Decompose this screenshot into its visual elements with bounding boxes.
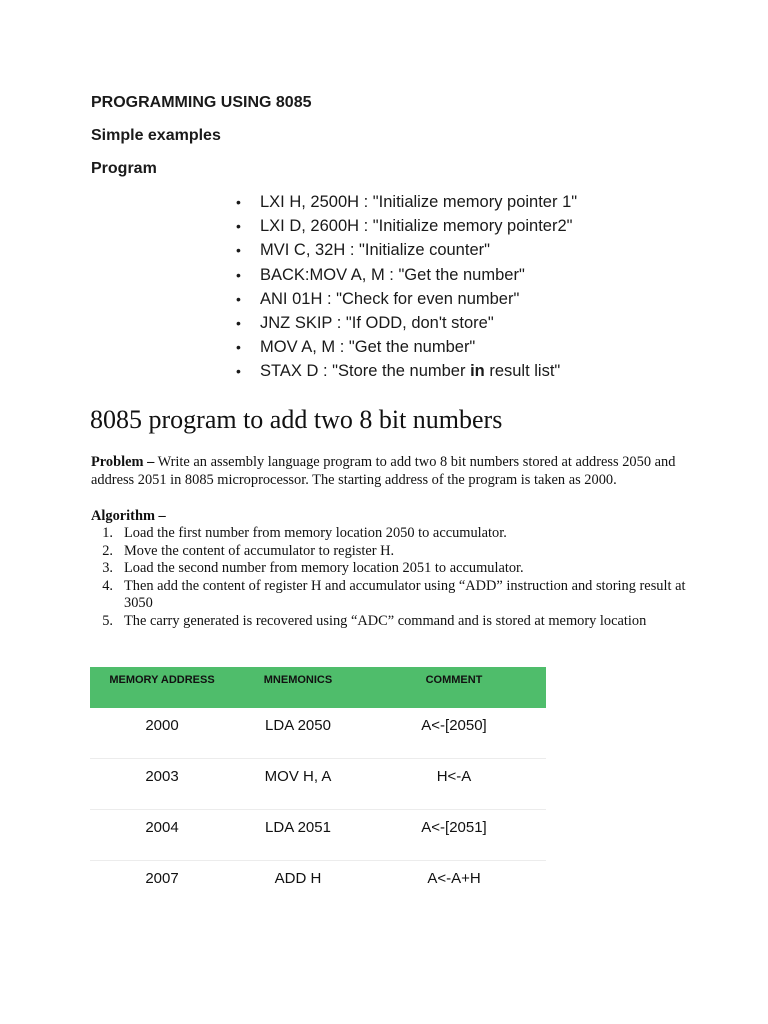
program-line: [236, 335, 577, 359]
step-number: 5.: [102, 612, 113, 629]
algorithm-step: [91, 560, 691, 578]
step-text: The carry generated is recovered using “ADC” command and is stored at memory location: [124, 612, 647, 629]
program-line-text-post: result list": [484, 362, 561, 381]
cell-address: 2000: [145, 716, 179, 734]
bullet-icon: •: [236, 339, 241, 356]
cell-address: 2007: [145, 869, 179, 887]
program-line-text: ANI 01H : "Check for even number": [260, 289, 520, 308]
program-line-text: MVI C, 32H : "Initialize counter": [260, 241, 490, 260]
cell-mnemonic: ADD H: [274, 869, 322, 887]
bullet-icon: •: [236, 266, 241, 283]
algorithm-label: Algorithm –: [91, 508, 166, 524]
column-header-memory-address: MEMORY ADDRESS: [109, 673, 215, 686]
program-line-text: BACK:MOV A, M : "Get the number": [260, 265, 525, 284]
step-text: Load the first number from memory location 2050 to accumulator.: [124, 525, 507, 541]
column-header-comment: COMMENT: [425, 673, 483, 686]
step-number: 3.: [102, 560, 113, 576]
problem-paragraph: [91, 454, 691, 489]
cell-mnemonic: MOV H, A: [264, 767, 332, 785]
program-line-text: JNZ SKIP : "If ODD, don't store": [260, 313, 494, 332]
cell-comment: A<-[2050]: [421, 716, 487, 734]
table-row: [90, 810, 546, 861]
program-line-text: LXI H, 2500H : "Initialize memory pointer 1": [260, 193, 578, 211]
column-header-mnemonics: MNEMONICS: [263, 673, 333, 686]
program-line: [236, 263, 577, 287]
algorithm-list: [91, 525, 691, 630]
sub-heading: Simple examples: [91, 127, 221, 144]
cell-comment: A<-A+H: [427, 869, 481, 887]
cell-comment: A<-[2051]: [421, 818, 487, 836]
step-number: 1.: [102, 525, 113, 541]
program-line: [236, 190, 577, 214]
algorithm-step: [91, 525, 691, 543]
bullet-icon: •: [236, 314, 241, 331]
main-heading: PROGRAMMING USING 8085: [91, 94, 312, 111]
program-line: [236, 311, 577, 335]
table-row: [90, 759, 546, 810]
program-line-text-pre: STAX D : "Store the number: [260, 362, 471, 381]
program-line: [236, 359, 577, 383]
table-row: [90, 861, 546, 911]
program-list: [236, 190, 577, 384]
program-line: [236, 287, 577, 311]
cell-mnemonic: LDA 2050: [265, 716, 331, 734]
article-title: 8085 program to add two 8 bit numbers: [90, 405, 503, 434]
program-line-text: MOV A, M : "Get the number": [260, 338, 476, 357]
bullet-icon: •: [236, 363, 241, 380]
cell-address: 2004: [145, 818, 179, 836]
step-number: 2.: [102, 542, 113, 559]
bullet-icon: •: [236, 242, 241, 259]
program-line: [236, 214, 577, 238]
cell-address: 2003: [145, 767, 179, 785]
cell-mnemonic: LDA 2051: [265, 818, 331, 836]
problem-text: Write an assembly language program to add two 8 bit numbers stored at address 2050 and address 2051 in 8085 microprocessor. The starting address of the program is taken as 2000.: [91, 454, 676, 488]
program-heading: Program: [91, 160, 157, 177]
step-number: 4.: [102, 577, 113, 594]
step-text: Load the second number from memory location 2051 to accumulator.: [124, 560, 524, 576]
algorithm-step: [91, 578, 691, 613]
cell-comment: H<-A: [436, 767, 472, 785]
program-table: [90, 667, 546, 911]
algorithm-step: [91, 613, 691, 631]
bullet-icon: •: [236, 290, 241, 307]
step-text: Then add the content of register H and accumulator using “ADD” instruction and storing result at 3050: [124, 577, 686, 611]
algorithm-step: [91, 543, 691, 561]
table-row: [90, 708, 546, 759]
program-line-text: LXI D, 2600H : "Initialize memory pointer2": [260, 217, 573, 236]
table-header: [90, 667, 546, 708]
program-line: [236, 238, 577, 262]
bullet-icon: •: [236, 194, 241, 210]
problem-label: Problem –: [91, 454, 155, 470]
program-line-text-bold: in: [470, 362, 485, 381]
bullet-icon: •: [236, 218, 241, 235]
step-text: Move the content of accumulator to register H.: [124, 542, 395, 559]
